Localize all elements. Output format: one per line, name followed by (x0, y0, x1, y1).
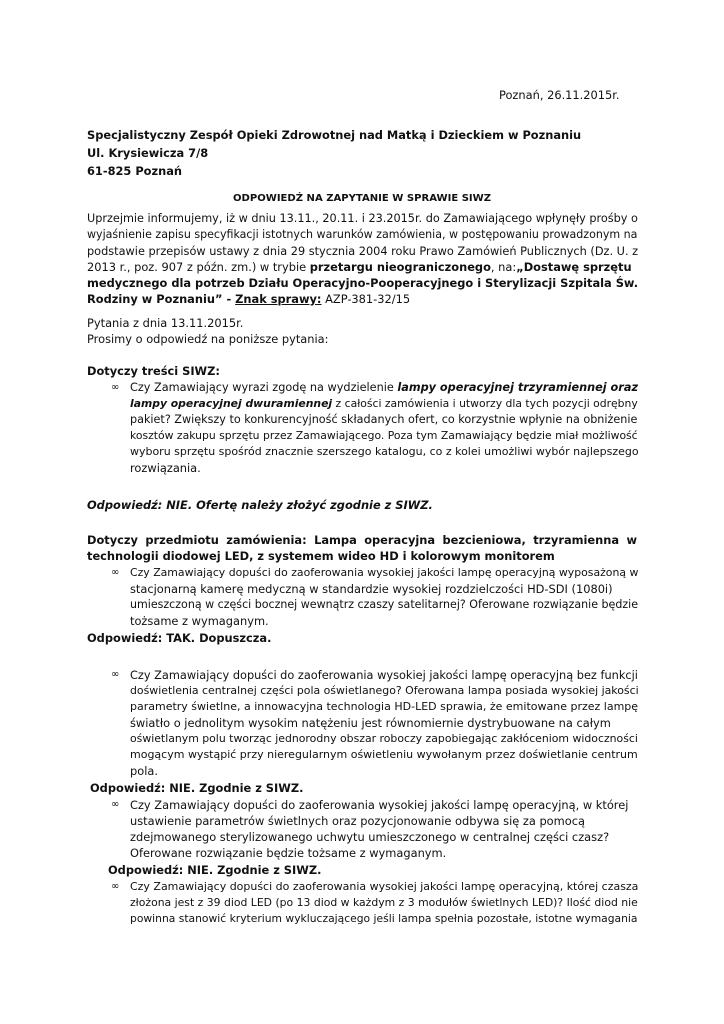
bullet-icon: ∞ (111, 567, 120, 578)
s2-q2-line-6: mogącym wystąpić przy nieregularnym oświetleniu wywołanym przez doświetlanie centrum (130, 748, 638, 761)
s1-question-line-2 (130, 397, 638, 411)
recipient-organization: Specjalistyczny Zespół Opieki Zdrowotnej nad Matką i Dzieckiem w Poznaniu (87, 128, 582, 142)
document-title: ODPOWIEDŹ NA ZAPYTANIE W SPRAWIE SIWZ (232, 193, 492, 204)
s2-q3-line-3: zdejmowanego sterylizowanego uchwytu umieszczonego w centralnej części czasz? (130, 830, 610, 844)
section-2-heading-line-2: technologii diodowej LED, z systemem wideo HD i kolorowym monitorem (87, 549, 555, 563)
s2-q3-line-2: ustawienie parametrów świetlnych oraz pozycjonowanie odbywa się za pomocą (130, 814, 585, 828)
s1-question-line-4: kosztów zakupu sprzętu przez Zamawiającego. Poza tym Zamawiający będzie miał możliwość (130, 429, 638, 442)
s1-question-line-6: rozwiązania. (130, 461, 201, 475)
s1-question-line-1 (130, 381, 638, 395)
s2-answer-2: Odpowiedź: NIE. Zgodnie z SIWZ. (90, 781, 304, 795)
s1-question-emphasis: lampy operacyjnej dwuramiennej (130, 397, 333, 410)
s2-q4-line-1: Czy Zamawiający dopuści do zaoferowania wysokiej jakości lampę operacyjną, której czasza (130, 880, 639, 893)
tender-subject: „Dostawę sprzętu (516, 260, 632, 274)
s1-question-line-5: wyboru sprzętu spośród znacznie szerszego katalogu, co z kolei umożliwi wybór najlepszego (130, 445, 639, 458)
intro-line-6 (87, 292, 410, 306)
questions-date: Pytania z dnia 13.11.2015r. (87, 316, 244, 330)
s1-question-text: z całości zamówienia i utworzy dla tych pozycji odrębny (332, 397, 638, 410)
s1-question-text: Czy Zamawiający wyrazi zgodę na wydzielenie (130, 381, 398, 394)
document-date: Poznań, 26.11.2015r. (499, 88, 620, 102)
intro-line-2: wyjaśnienie zapisu specyfikacji istotnych warunków zamówienia, w postępowaniu prowadzonym na (87, 228, 638, 241)
intro-line-3: podstawie przepisów ustawy z dnia 29 stycznia 2004 roku Prawo Zamówień Publicznych (Dz. U. z (87, 244, 639, 258)
bullet-icon: ∞ (111, 799, 120, 810)
intro-text: 2013 r., poz. 907 z późn. zm.) w trybie (87, 260, 310, 274)
s2-q1-line-4: tożsame z wymaganym. (130, 614, 269, 628)
intro-line-1: Uprzejmie informujemy, iż w dniu 13.11., 20.11. i 23.2015r. do Zamawiającego wpłynęły prośby o (87, 212, 638, 225)
bullet-icon: ∞ (111, 669, 120, 680)
s2-q2-line-1: Czy Zamawiający dopuści do zaoferowania wysokiej jakości lampę operacyjną bez funkcji (130, 668, 638, 682)
case-number: AZP-381-32/15 (321, 292, 411, 306)
answer-request: Prosimy o odpowiedź na poniższe pytania: (87, 332, 329, 346)
intro-line-4 (87, 260, 632, 274)
s2-q2-line-7: pola. (130, 764, 158, 778)
bullet-icon: ∞ (111, 382, 120, 393)
bullet-icon: ∞ (111, 881, 120, 892)
tender-subject-end: Rodziny w Poznaniu” - (87, 292, 236, 306)
s2-q4-line-3: powinna stanowić kryterium wykluczającego jeśli lampa spełnia pozostałe, istotne wymagania (130, 912, 638, 925)
s2-answer-3: Odpowiedź: NIE. Zgodnie z SIWZ. (108, 863, 322, 877)
s2-q2-line-5: oświetlanym polu tworząc jednorodny obszar roboczy zapobiegając zakłóceniom widoczności (130, 732, 638, 745)
s2-q2-line-4: światło o jednolitym wysokim natężeniu jest równomiernie dystrybuowane na całym (130, 716, 611, 730)
section-1-heading: Dotyczy treści SIWZ: (87, 364, 220, 378)
s2-q4-line-2: złożona jest z 39 diod LED (po 13 diod w każdym z 3 modułów świetlnych LED)? Ilość diod nie (130, 896, 638, 909)
case-number-label: Znak sprawy: (235, 292, 322, 306)
s2-answer-1: Odpowiedź: TAK. Dopuszcza. (87, 631, 272, 645)
s1-answer: Odpowiedź: NIE. Ofertę należy złożyć zgodnie z SIWZ. (87, 498, 433, 512)
s2-q2-line-3: parametry świetlne, a innowacyjna technologia HD-LED sprawia, że emitowane przez lampę (130, 700, 639, 713)
s2-q1-line-2: stacjonarną kamerę medyczną w standardzie wysokiej rozdzielczości HD-SDI (1080i) (130, 582, 613, 596)
recipient-street: Ul. Krysiewicza 7/8 (87, 146, 209, 160)
s2-q2-line-2: doświetlenia centralnej części pola oświetlanego? Oferowana lampa posiada wysokiej jakości (130, 684, 639, 697)
s1-question-line-3: pakiet? Zwiększy to konkurencyjność składanych ofert, co korzystnie wpłynie na obniżenie (130, 413, 638, 426)
intro-text: , na: (490, 260, 517, 274)
s2-q1-line-1: Czy Zamawiający dopuści do zaoferowania wysokiej jakości lampę operacyjną wyposażoną w (130, 566, 639, 579)
tender-subject-line-2: medycznego dla potrzeb Działu Operacyjno-Pooperacyjnego i Sterylizacji Szpitala Św. (87, 276, 639, 290)
s2-q3-line-1: Czy Zamawiający dopuści do zaoferowania wysokiej jakości lampę operacyjną, w której (130, 798, 629, 812)
tender-mode: przetargu nieograniczonego (309, 260, 491, 274)
s1-question-emphasis: lampy operacyjnej trzyramiennej oraz (397, 381, 639, 394)
section-2-heading-line-1: Dotyczy przedmiotu zamówienia: Lampa operacyjna bezcieniowa, trzyramienna w (87, 533, 637, 547)
s2-q3-line-4: Oferowane rozwiązanie będzie tożsame z wymaganym. (130, 846, 447, 860)
s2-q1-line-3: umieszczoną w części bocznej wewnątrz czaszy satelitarnej? Oferowane rozwiązanie będzie (130, 598, 639, 611)
recipient-city: 61-825 Poznań (87, 164, 183, 178)
